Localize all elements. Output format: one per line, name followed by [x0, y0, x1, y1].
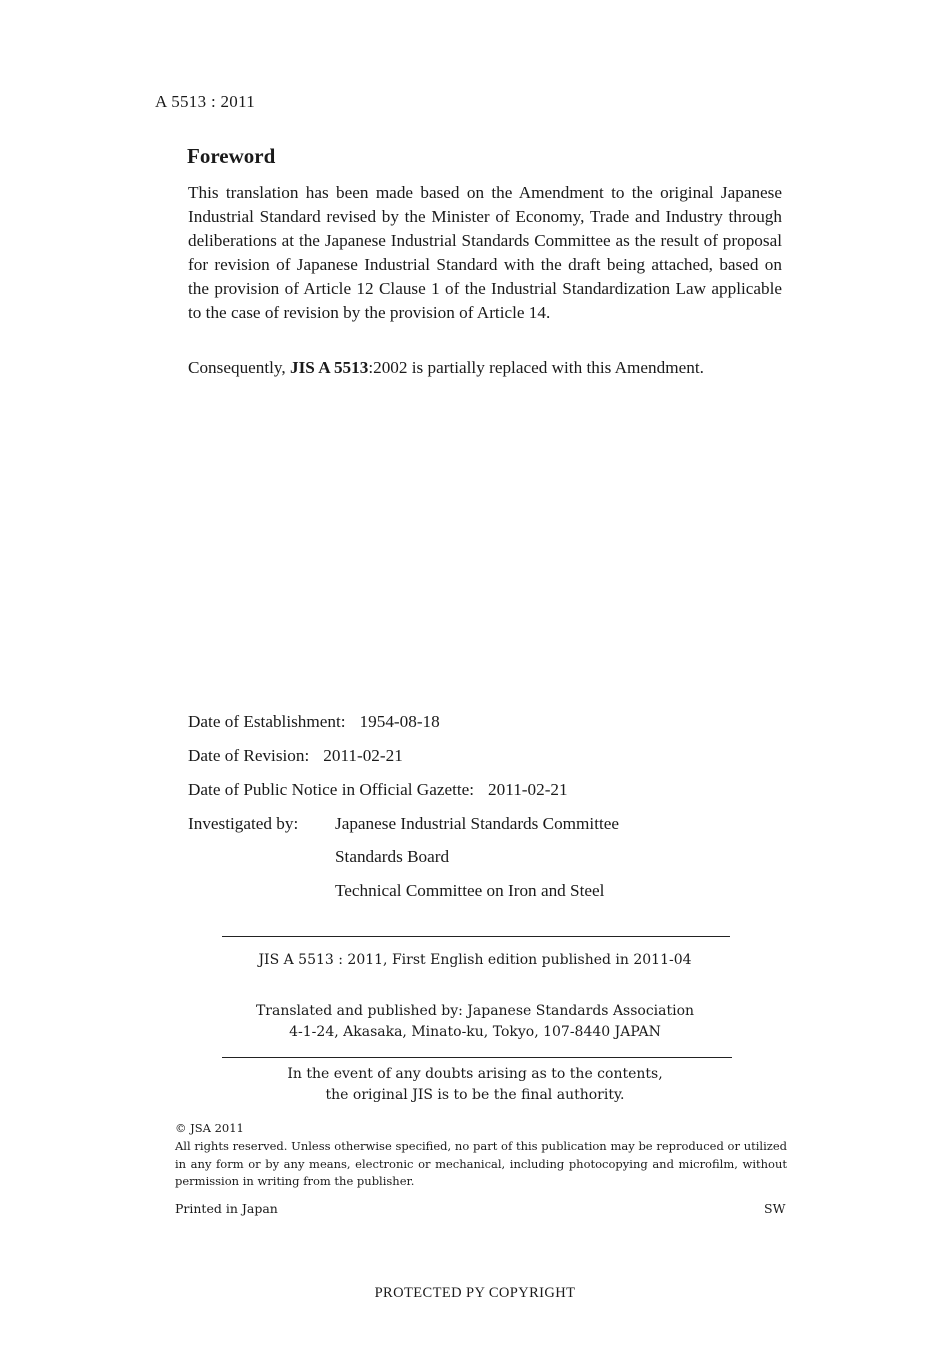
foreword-paragraph-1: This translation has been made based on the Amendment to the original Japanese Industrial Standard revised by the Minister of Economy, Trade and Industry through deliberations at the Japanese Industrial Standards Committee as the result of proposal for revision of Japanese Industrial Standard with the draft being attached, based on the provision of Article 12 Clause 1 of the Industrial Standardization Law applicable to the case of revision by the provision of Article 14.: [188, 183, 782, 322]
foreword-title: Foreword: [187, 144, 276, 168]
publisher-address: 4-1-24, Akasaka, Minato-ku, Tokyo, 107-8440 JAPAN: [289, 1024, 661, 1040]
divider-bottom: [222, 1057, 732, 1058]
protected-watermark: PROTECTED PY COPYRIGHT: [374, 1285, 576, 1301]
notice-line-1: In the event of any doubts arising as to the contents,: [287, 1066, 663, 1082]
investigator-line: Standards Board: [335, 847, 450, 866]
establishment-row: [188, 711, 440, 733]
page-header-code: A 5513 : 2011: [155, 92, 256, 111]
establishment-value: 1954-08-18: [359, 712, 440, 731]
investigator-line: Japanese Industrial Standards Committee: [335, 814, 620, 833]
establishment-label: Date of Establishment:: [188, 712, 346, 731]
gazette-label: Date of Public Notice in Official Gazette:: [188, 780, 475, 799]
para2-prefix: Consequently,: [188, 358, 286, 377]
publisher-line: Translated and published by: Japanese Standards Association: [255, 1003, 695, 1019]
divider-top: [222, 936, 730, 937]
revision-label: Date of Revision:: [188, 746, 310, 765]
printed-in: Printed in Japan: [175, 1201, 278, 1216]
footer-code: SW: [764, 1201, 786, 1216]
notice-line-2: the original JIS is to be the final authority.: [325, 1087, 625, 1103]
investigated-label: Investigated by:: [188, 814, 299, 833]
revision-row: [188, 745, 403, 767]
para2-suffix: :2002 is partially replaced with this Amendment.: [368, 358, 704, 377]
edition-line: JIS A 5513 : 2011, First English edition published in 2011-04: [258, 952, 692, 968]
foreword-paragraph-2: [188, 356, 782, 380]
gazette-value: 2011-02-21: [488, 780, 568, 799]
rights-statement: All rights reserved. Unless otherwise specified, no part of this publication may be reproduced or utilized in any form or by any means, electronic or mechanical, including photocopying and microfilm, without permission in writing from the publisher.: [175, 1139, 787, 1188]
copyright-line: © JSA 2011: [175, 1121, 244, 1135]
jis-reference: JIS A 5513: [290, 358, 369, 377]
investigator-line: Technical Committee on Iron and Steel: [335, 881, 605, 900]
revision-value: 2011-02-21: [323, 746, 403, 765]
gazette-row: [188, 779, 568, 801]
